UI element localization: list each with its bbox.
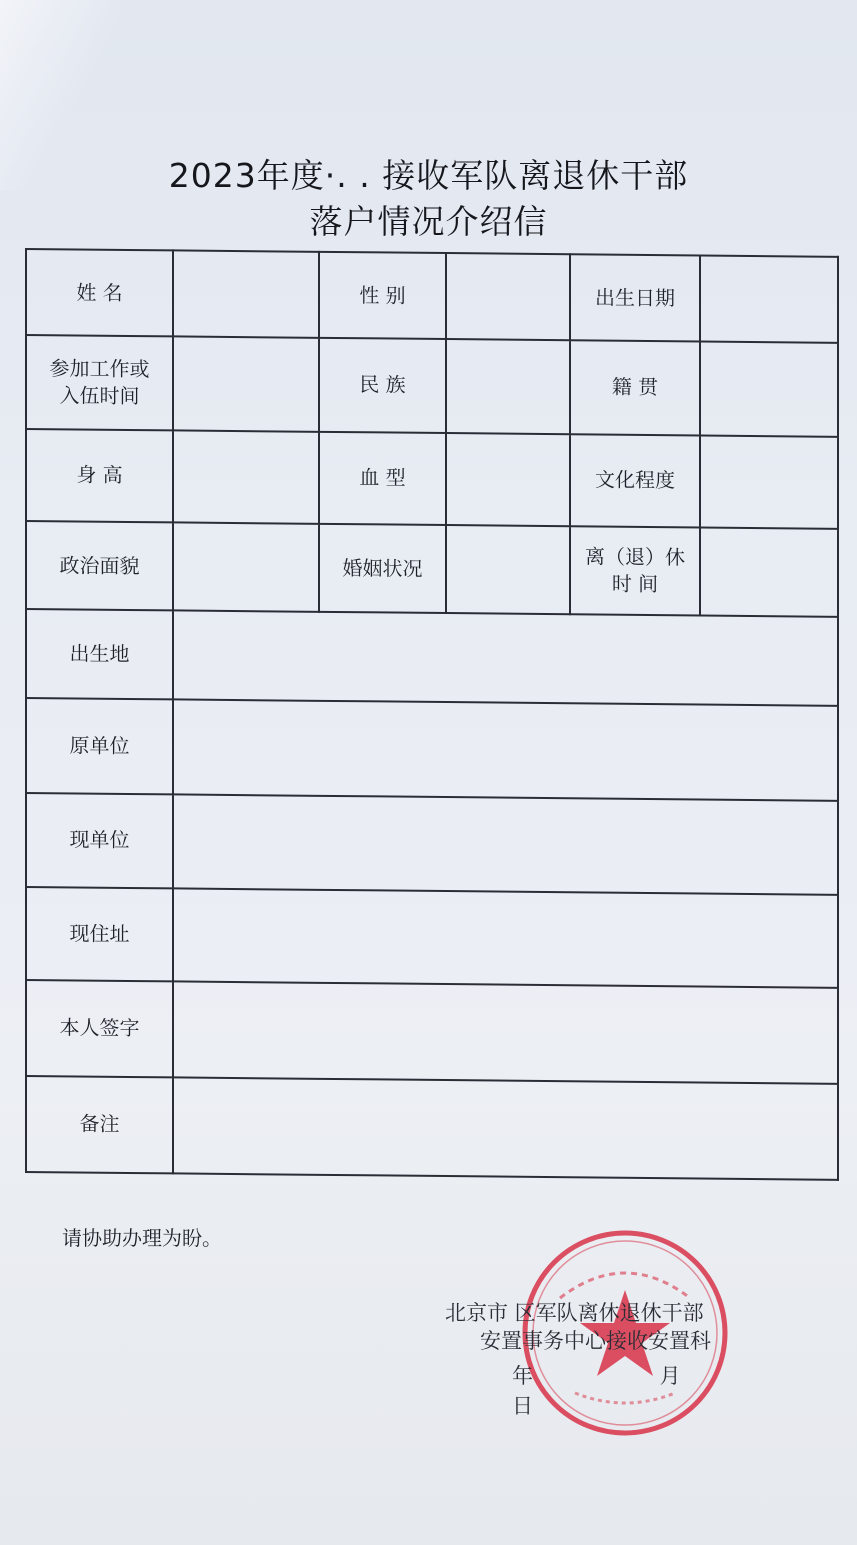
document-title-line2: 落户情况介绍信	[309, 202, 548, 241]
field-value[interactable]	[700, 527, 838, 617]
form-row	[26, 887, 838, 988]
field-value[interactable]	[700, 435, 838, 529]
form-row	[26, 609, 838, 706]
form-row	[26, 521, 838, 617]
field-label: 现住址	[26, 887, 173, 982]
form-row	[26, 980, 838, 1083]
document-title-line1: 2023年度·. . 接收军队离退休干部	[168, 156, 689, 195]
field-value[interactable]	[700, 255, 838, 343]
form-row	[26, 1076, 838, 1180]
field-label: 性 别	[319, 252, 446, 339]
field-label: 出生日期	[570, 254, 700, 342]
field-value[interactable]	[446, 253, 570, 340]
field-value[interactable]	[173, 611, 838, 707]
field-label: 现单位	[26, 793, 173, 889]
field-value[interactable]	[173, 700, 838, 801]
field-value[interactable]	[173, 982, 838, 1084]
request-note: 请协助办理为盼。	[62, 1226, 222, 1250]
form-row	[26, 698, 838, 800]
field-label: 本人签字	[26, 980, 173, 1077]
field-label: 籍 贯	[570, 340, 700, 435]
field-value[interactable]	[173, 522, 319, 612]
field-label: 参加工作或 入伍时间	[26, 335, 173, 430]
issue-date: 年 月 日	[512, 1364, 741, 1418]
settlement-form-table	[25, 248, 839, 1181]
field-value[interactable]	[446, 433, 570, 526]
field-label: 文化程度	[570, 434, 700, 528]
field-label: 备注	[26, 1076, 173, 1174]
field-label: 原单位	[26, 698, 173, 794]
field-value[interactable]	[173, 250, 319, 338]
field-label: 民 族	[319, 338, 446, 433]
field-value[interactable]	[700, 342, 838, 437]
field-label: 姓 名	[26, 249, 173, 337]
field-value[interactable]	[173, 888, 838, 988]
field-value[interactable]	[446, 525, 570, 614]
field-label: 出生地	[26, 609, 173, 700]
field-value[interactable]	[446, 339, 570, 433]
field-value[interactable]	[173, 794, 838, 895]
field-label: 婚姻状况	[319, 524, 446, 614]
field-label: 身 高	[26, 429, 173, 523]
issuer-line1: 北京市 区军队离休退休干部	[445, 1301, 704, 1325]
issuer-line2: 安置事务中心接收安置科	[480, 1329, 711, 1353]
form-row	[26, 335, 838, 436]
field-value[interactable]	[173, 337, 319, 432]
field-value[interactable]	[173, 430, 319, 524]
field-label: 血 型	[319, 431, 446, 525]
form-row	[26, 249, 838, 343]
field-label: 政治面貌	[26, 521, 173, 611]
field-value[interactable]	[173, 1077, 838, 1180]
form-row	[26, 429, 838, 529]
form-row	[26, 793, 838, 895]
field-label: 离（退）休 时 间	[570, 526, 700, 616]
